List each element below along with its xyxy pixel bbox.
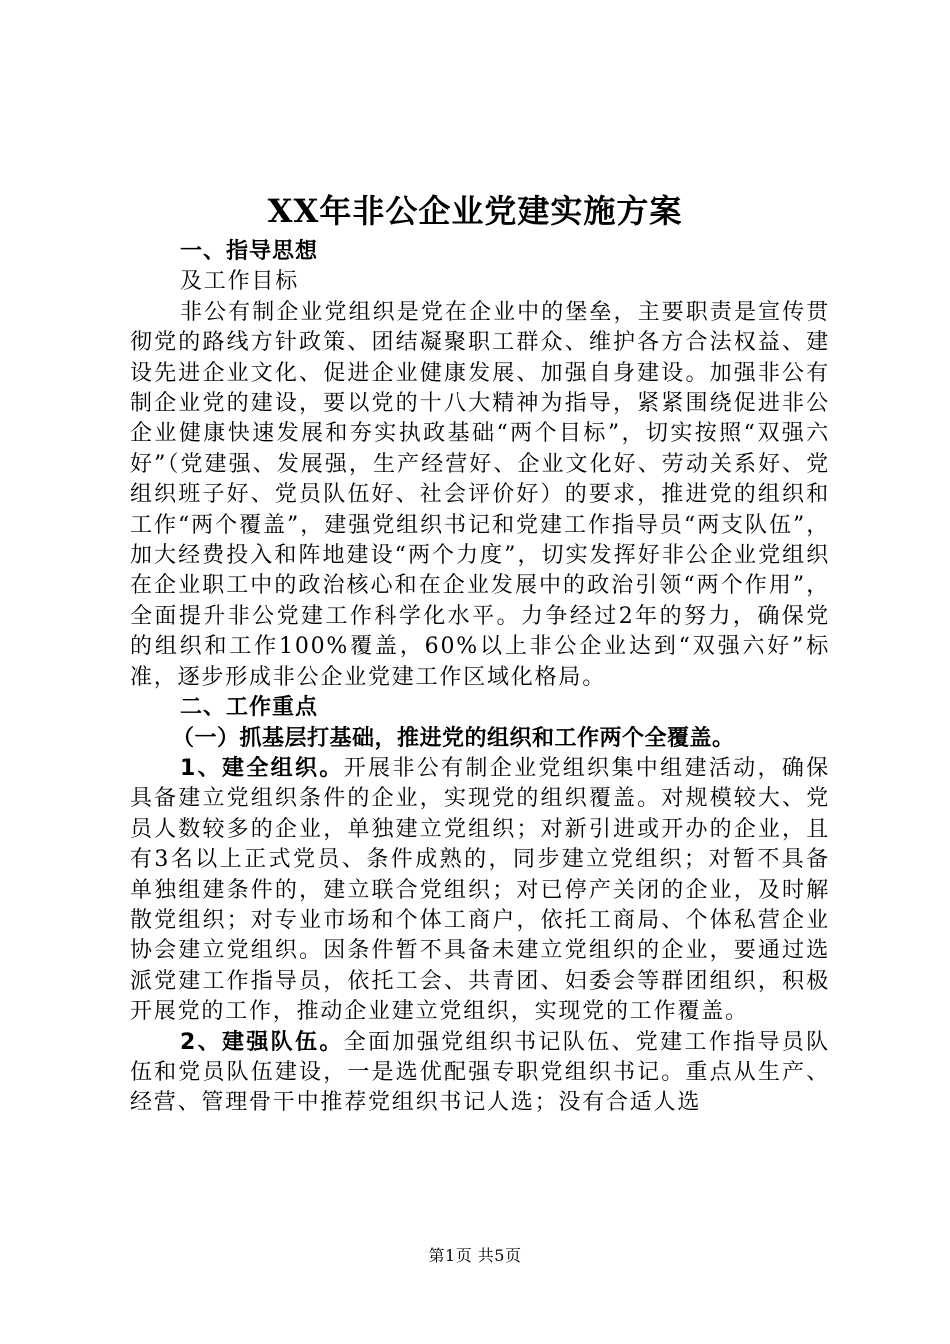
subsection-heading-1: （一）抓基层打基础，推进党的组织和工作两个全覆盖。 (172, 725, 735, 751)
document-body (130, 237, 830, 1119)
section-subline: 及工作目标 (180, 269, 300, 295)
paragraph-item-1 (130, 754, 830, 1028)
item-2-lead: 2、建强队伍。 (180, 1029, 344, 1055)
page-footer: 第1页 共5页 (428, 1246, 522, 1265)
section-heading-guiding-thought: 一、指导思想 (180, 239, 319, 264)
item-1-text: 开展非公有制企业党组织集中组建活动，确保具备建立党组织条件的企业，实现党的组织覆盖。对规模较大、党员人数较多的企业，单独建立党组织；对新引进或开办的企业，且有3名以上正式党员、条件成熟的，同步建立党组织；对暂不具备单独组建条件的，建立联合党组织；对已停产关闭的企业，及时解散党组织；对专业市场和个体工商户，依托工商局、个体私营企业协会建立党组织。因条件暂不具备未建立党组织的企业，要通过选派党建工作指导员，依托工会、共青团、妇委会等群团组织，积极开展党的工作，推动企业建立党组织，实现党的工作覆盖。 (130, 755, 830, 1025)
document-title: XX年非公企业党建实施方案 (267, 192, 683, 230)
item-2-text: 全面加强党组织书记队伍、党建工作指导员队伍和党员队伍建设，一是选优配强专职党组织书记。重点从生产、经营、管理骨干中推荐党组织书记人选；没有合适人选 (130, 1029, 830, 1116)
item-1-lead: 1、建全组织。 (180, 755, 344, 781)
section-heading-work-focus: 二、工作重点 (180, 695, 319, 721)
paragraph-item-2 (130, 1028, 830, 1119)
paragraph-guiding-thought: 非公有制企业党组织是党在企业中的堡垒，主要职责是宣传贯彻党的路线方针政策、团结凝聚职工群众、维护各方合法权益、建设先进企业文化、促进企业健康发展、加强自身建设。加强非公有制企业党的建设，要以党的十八大精神为指导，紧紧围绕促进非公企业健康快速发展和夯实执政基础“两个目标”，切实按照“双强六好”（党建强、发展强，生产经营好、企业文化好、劳动关系好、党组织班子好、党员队伍好、社会评价好）的要求，推进党的组织和工作“两个覆盖”，建强党组织书记和党建工作指导员“两支队伍”，加大经费投入和阵地建设“两个力度”，切实发挥好非公企业党组织在企业职工中的政治核心和在企业发展中的政治引领“两个作用”，全面提升非公党建工作科学化水平。力争经过2年的努力，确保党的组织和工作100%覆盖，60%以上非公企业达到“双强六好”标准，逐步形成非公企业党建工作区域化格局。 (130, 299, 830, 690)
